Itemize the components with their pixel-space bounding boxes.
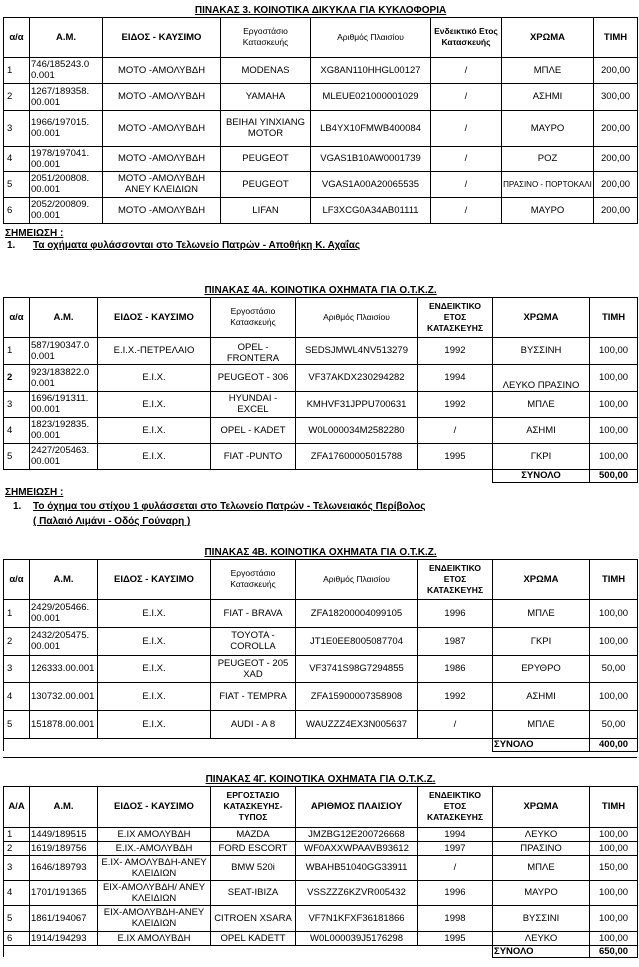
cell-color: ΜΠΛΕ: [493, 391, 590, 417]
cell-price: 100,00: [590, 827, 638, 841]
cell-price: 200,00: [594, 197, 638, 223]
cell-price: 100,00: [590, 443, 638, 469]
cell-price: 100,00: [590, 417, 638, 443]
cell-index: 2: [4, 627, 30, 655]
cell-maker: PEUGEOT: [221, 171, 311, 197]
cell-color: ΑΣΗΜΙ: [502, 83, 594, 110]
header-cell: Αριθμός Πλαισίου: [296, 297, 418, 337]
cell-index: 4: [4, 682, 30, 710]
sum-value: 400,00: [590, 738, 638, 751]
cell-type: ΜΟΤΟ -ΑΜΟΛΥΒΔΗ: [103, 110, 221, 146]
cell-type: ΜΟΤΟ -ΑΜΟΛΥΒΔΗ: [103, 83, 221, 110]
cell-index: 6: [4, 197, 30, 223]
table-row: [4, 627, 638, 655]
header-cell: ΧΡΩΜΑ: [493, 297, 590, 337]
header-cell: ΕΙΔΟΣ - ΚΑΥΣΙΜΟ: [103, 17, 221, 57]
cell-color: ΡΟΖ: [502, 146, 594, 171]
table-row: [4, 599, 638, 627]
cell-chassis: WBAHB51040GG33911: [296, 855, 418, 880]
cell-chassis: VF37AKDX230294282: [296, 364, 418, 391]
cell-am: 1966/197015. 00.001: [30, 110, 103, 146]
sum-row: [4, 738, 638, 751]
cell-color: ΠΡΑΣΙΝΟ: [493, 841, 590, 855]
cell-chassis: VF3741S98G7294855: [296, 655, 418, 682]
cell-index: 6: [4, 931, 30, 945]
cell-maker: SEAT-IBIZA: [211, 880, 296, 905]
cell-type: Ε.Ι.Χ.: [98, 655, 211, 682]
cell-am: 2051/200808. 00.001: [30, 171, 103, 197]
cell-index: 2: [4, 841, 30, 855]
table-row: [4, 655, 638, 682]
cell-am: 1701/191365: [30, 880, 98, 905]
cell-am: 1914/194293: [30, 931, 98, 945]
cell-am: 1449/189515: [30, 827, 98, 841]
cell-price: 150,00: [590, 855, 638, 880]
cell-chassis: KMHVF31JPPU700631: [296, 391, 418, 417]
cell-price: 200,00: [594, 171, 638, 197]
cell-chassis: VF7N1KFXF36181866: [296, 905, 418, 931]
cell-chassis: JT1E0EE8005087704: [296, 627, 418, 655]
cell-color: ΜΠΛΕ: [493, 855, 590, 880]
header-cell: ΕΡΓΟΣΤΑΣΙΟ ΚΑΤΑΣΚΕΥΗΣ- ΤΥΠΟΣ: [211, 786, 296, 827]
header-cell: ΤΙΜΗ: [590, 786, 638, 827]
cell-year: 1996: [418, 880, 493, 905]
cell-am: 2429/205466. 00.001: [30, 599, 98, 627]
table-3: [3, 4, 638, 224]
cell-year: /: [431, 83, 502, 110]
cell-color: ΜΑΥΡΟ: [502, 197, 594, 223]
cell-maker: OPEL - KADET: [211, 417, 296, 443]
cell-color: ΛΕΥΚΟ ΠΡΑΣΙΝΟ: [493, 364, 590, 391]
cell-type: Ε.Ι.Χ.: [98, 417, 211, 443]
cell-index: 5: [4, 905, 30, 931]
header-cell: Α.Μ.: [30, 559, 98, 599]
cell-am: 746/185243.0 0.001: [30, 57, 103, 83]
table-row: [4, 682, 638, 710]
cell-chassis: VSSZZZ6KZVR005432: [296, 880, 418, 905]
header-cell: ΤΙΜΗ: [590, 559, 638, 599]
cell-year: /: [418, 710, 493, 738]
cell-chassis: XG8AN110HHGL00127: [311, 57, 431, 83]
cell-chassis: LB4YX10FMWB400084: [311, 110, 431, 146]
cell-maker: OPEL - FRONTERA: [211, 337, 296, 364]
cell-price: 300,00: [594, 83, 638, 110]
cell-am: 151878.00.001: [30, 710, 98, 738]
cell-price: 100,00: [590, 905, 638, 931]
table-row: [4, 855, 638, 880]
cell-type: Ε.Ι.Χ.: [98, 391, 211, 417]
cell-type: Ε.ΙΧ ΑΜΟΛΥΒΔΗ: [98, 931, 211, 945]
cell-price: 100,00: [590, 682, 638, 710]
cell-index: 3: [4, 110, 30, 146]
cell-price: 100,00: [590, 627, 638, 655]
table-row: [4, 146, 638, 171]
cell-color: ΓΚΡΙ: [493, 443, 590, 469]
table-title: ΠΙΝΑΚΑΣ 3. ΚΟΙΝΟΤΙΚΑ ΔΙΚΥΚΛΑ ΓΙΑ ΚΥΚΛΟΦΟΡΙΑ: [4, 4, 638, 17]
sum-label: ΣΥΝΟΛΟ: [493, 469, 590, 482]
cell-index: 3: [4, 655, 30, 682]
table-row: [4, 391, 638, 417]
cell-year: 1992: [418, 337, 493, 364]
cell-type: Ε.Ι.Χ.: [98, 443, 211, 469]
cell-year: 1995: [418, 931, 493, 945]
cell-index: 1: [4, 57, 30, 83]
cell-maker: TOYOTA - COROLLA: [211, 627, 296, 655]
table-row: [4, 83, 638, 110]
table-4g-block: [0, 773, 638, 958]
cell-type: ΜΟΤΟ -ΑΜΟΛΥΒΔΗ: [103, 146, 221, 171]
cell-color: ΑΣΗΜΙ: [493, 417, 590, 443]
cell-chassis: LF3XCG0A34AB01111: [311, 197, 431, 223]
cell-price: 100,00: [590, 364, 638, 391]
cell-am: 587/190347.0 0.001: [30, 337, 98, 364]
cell-index: 4: [4, 880, 30, 905]
cell-chassis: MLEUE021000001029: [311, 83, 431, 110]
cell-color: ΒΥΣΣΙΝΗ: [493, 337, 590, 364]
table-header-row: [4, 17, 638, 57]
cell-chassis: WF0AXXWPAAVB93612: [296, 841, 418, 855]
table-4a-block: [0, 284, 638, 483]
header-cell: ΧΡΩΜΑ: [493, 786, 590, 827]
cell-type: ΕΙΧ-ΑΜΟΛΥΒΔΗ/ ΑΝΕΥ ΚΛΕΙΔΙΩΝ: [98, 880, 211, 905]
cell-price: 200,00: [594, 146, 638, 171]
cell-year: /: [418, 417, 493, 443]
table-title: ΠΙΝΑΚΑΣ 4Β. ΚΟΙΝΟΤΙΚΑ ΟΧΗΜΑΤΑ ΓΙΑ Ο.Τ.Κ.Ζ.: [4, 546, 638, 559]
header-cell: α/α: [4, 559, 30, 599]
cell-type: Ε.ΙΧ ΑΜΟΛΥΒΔΗ: [98, 827, 211, 841]
cell-year: 1994: [418, 364, 493, 391]
header-cell: ΕΝΔΕΙΚΤΙΚΟ ΕΤΟΣ ΚΑΤΑΣΚΕΥΗΣ: [418, 786, 493, 827]
table-row: [4, 880, 638, 905]
cell-year: /: [431, 57, 502, 83]
cell-am: 130732.00.001: [30, 682, 98, 710]
cell-index: 2: [4, 364, 30, 391]
cell-am: 1267/189358. 00.001: [30, 83, 103, 110]
header-cell: ΤΙΜΗ: [594, 17, 638, 57]
cell-maker: YAMAHA: [221, 83, 311, 110]
cell-index: 4: [4, 417, 30, 443]
header-cell: Αριθμός Πλαισίου: [296, 559, 418, 599]
cell-chassis: ZFA18200004099105: [296, 599, 418, 627]
cell-color: ΜΑΥΡΟ: [502, 110, 594, 146]
table-row: [4, 171, 638, 197]
cell-index: 1: [4, 337, 30, 364]
cell-index: 3: [4, 855, 30, 880]
sum-value: 500,00: [590, 469, 638, 482]
table-header-row: [4, 786, 638, 827]
cell-am: 1861/194067: [30, 905, 98, 931]
header-cell: ΕΙΔΟΣ - ΚΑΥΣΙΜΟ: [98, 786, 211, 827]
cell-maker: OPEL KADETT: [211, 931, 296, 945]
table-row: [4, 905, 638, 931]
cell-color: ΛΕΥΚΟ: [493, 827, 590, 841]
header-cell: ΕΙΔΟΣ - ΚΑΥΣΙΜΟ: [98, 297, 211, 337]
table-row: [4, 110, 638, 146]
cell-maker: HYUNDAI - EXCEL: [211, 391, 296, 417]
table-row: [4, 710, 638, 738]
cell-maker: CITROEN XSARA: [211, 905, 296, 931]
cell-chassis: ZFA17600005015788: [296, 443, 418, 469]
header-cell: α/α: [4, 297, 30, 337]
note-text-2: ( Παλαιό Λιμάνι - Οδός Γούναρη ): [33, 516, 191, 527]
cell-maker: FIAT - BRAVA: [211, 599, 296, 627]
cell-index: 5: [4, 710, 30, 738]
cell-year: 1994: [418, 827, 493, 841]
cell-maker: MAZDA: [211, 827, 296, 841]
header-cell: ΧΡΩΜΑ: [502, 17, 594, 57]
cell-am: 1619/189756: [30, 841, 98, 855]
note-number: 1.: [13, 501, 22, 512]
cell-index: 4: [4, 146, 30, 171]
cell-color: ΠΡΑΣΙΝΟ - ΠΟΡΤΟΚΑΛΙ: [502, 171, 594, 197]
table-row: [4, 364, 638, 391]
cell-chassis: W0L000039J5176298: [296, 931, 418, 945]
sum-row: [4, 945, 638, 957]
cell-price: 100,00: [590, 931, 638, 945]
cell-am: 2432/205475. 00.001: [30, 627, 98, 655]
table-row: [4, 931, 638, 945]
header-cell: ΑΡΙΘΜΟΣ ΠΛΑΙΣΙΟΥ: [296, 786, 418, 827]
cell-type: ΜΟΤΟ -ΑΜΟΛΥΒΔΗ ΑΝΕΥ ΚΛΕΙΔΙΩΝ: [103, 171, 221, 197]
cell-price: 100,00: [590, 880, 638, 905]
cell-price: 200,00: [594, 110, 638, 146]
cell-year: 1995: [418, 443, 493, 469]
note-text: Τα οχήματα φυλάσσονται στο Τελωνείο Πατρών - Αποθήκη Κ. Αχαΐας: [33, 240, 361, 251]
table-title: ΠΙΝΑΚΑΣ 4Α. ΚΟΙΝΟΤΙΚΑ ΟΧΗΜΑΤΑ ΓΙΑ Ο.Τ.Κ.Ζ.: [4, 284, 638, 297]
table-header-row: [4, 297, 638, 337]
cell-maker: PEUGEOT - 306: [211, 364, 296, 391]
table-4g: [3, 773, 638, 958]
cell-index: 1: [4, 827, 30, 841]
cell-type: Ε.Ι.Χ.: [98, 682, 211, 710]
cell-year: 1992: [418, 391, 493, 417]
cell-year: /: [431, 110, 502, 146]
header-cell: Εργοστάσιο Κατασκευής: [211, 297, 296, 337]
cell-index: 1: [4, 599, 30, 627]
table-4b: [3, 546, 638, 752]
cell-index: 5: [4, 171, 30, 197]
header-cell: Α.Μ.: [30, 786, 98, 827]
cell-year: /: [431, 171, 502, 197]
cell-am: 2052/200809. 00.001: [30, 197, 103, 223]
cell-type: Ε.Ι.Χ.: [98, 364, 211, 391]
cell-year: 1986: [418, 655, 493, 682]
cell-color: ΕΡΥΘΡΟ: [493, 655, 590, 682]
cell-type: Ε.Ι.Χ.: [98, 599, 211, 627]
table-row: [4, 841, 638, 855]
cell-price: 50,00: [590, 655, 638, 682]
header-cell: Ενδεικτικό Ετος Κατασκευής: [431, 17, 502, 57]
cell-am: 1646/189793: [30, 855, 98, 880]
header-cell: Α.Μ.: [30, 297, 98, 337]
cell-color: ΒΥΣΣΙΝΙ: [493, 905, 590, 931]
cell-color: ΓΚΡΙ: [493, 627, 590, 655]
cell-maker: PEUGEOT: [221, 146, 311, 171]
cell-year: /: [431, 197, 502, 223]
header-cell: Α.Μ.: [30, 17, 103, 57]
cell-maker: AUDI - A 8: [211, 710, 296, 738]
cell-maker: FIAT -PUNTO: [211, 443, 296, 469]
header-cell: Εργοστάσιο Κατασκευής: [211, 559, 296, 599]
header-cell: Α/Α: [4, 786, 30, 827]
cell-maker: PEUGEOT - 205 XAD: [211, 655, 296, 682]
cell-price: 50,00: [590, 710, 638, 738]
sum-value: 650,00: [590, 945, 638, 957]
table-header-row: [4, 559, 638, 599]
table-row: [4, 827, 638, 841]
header-cell: ΕΝΔΕΙΚΤΙΚΟ ΕΤΟΣ ΚΑΤΑΣΚΕΥΗΣ: [418, 559, 493, 599]
table-row: [4, 443, 638, 469]
header-cell: ΕΙΔΟΣ - ΚΑΥΣΙΜΟ: [98, 559, 211, 599]
cell-year: 1997: [418, 841, 493, 855]
header-cell: α/α: [4, 17, 30, 57]
cell-am: 2427/205463. 00.001: [30, 443, 98, 469]
table-4b-block: [0, 546, 638, 752]
note-number: 1.: [7, 240, 16, 251]
cell-maker: MODENAS: [221, 57, 311, 83]
table-row: [4, 417, 638, 443]
cell-am: 1696/191311. 00.001: [30, 391, 98, 417]
cell-index: 3: [4, 391, 30, 417]
cell-index: 2: [4, 83, 30, 110]
cell-type: ΜΟΤΟ -ΑΜΟΛΥΒΔΗ: [103, 57, 221, 83]
table-title: ΠΙΝΑΚΑΣ 4Γ. ΚΟΙΝΟΤΙΚΑ ΟΧΗΜΑΤΑ ΓΙΑ Ο.Τ.Κ.Ζ.: [4, 773, 638, 786]
cell-price: 200,00: [594, 57, 638, 83]
cell-maker: BEIHAI YINXIANG MOTOR: [221, 110, 311, 146]
cell-year: 1996: [418, 599, 493, 627]
cell-type: Ε.Ι.Χ.: [98, 710, 211, 738]
cell-type: ΕΙΧ-ΑΜΟΛΥΒΔΗ-ΑΝΕΥ ΚΛΕΙΔΙΩΝ: [98, 905, 211, 931]
cell-chassis: ZFA15900007358908: [296, 682, 418, 710]
table-row: [4, 197, 638, 223]
cell-year: 1992: [418, 682, 493, 710]
cell-color: ΜΠΛΕ: [502, 57, 594, 83]
cell-maker: FORD ESCORT: [211, 841, 296, 855]
header-cell: ΤΙΜΗ: [590, 297, 638, 337]
divider: [3, 757, 637, 758]
header-cell: ΧΡΩΜΑ: [493, 559, 590, 599]
header-cell: Εργοστάσιο Κατασκευής: [221, 17, 311, 57]
cell-color: ΜΑΥΡΟ: [493, 880, 590, 905]
note-label: ΣΗΜΕΙΩΣΗ :: [5, 487, 64, 498]
sum-label: ΣΥΝΟΛΟ: [493, 738, 590, 751]
cell-chassis: JMZBG12E200726668: [296, 827, 418, 841]
cell-type: Ε.ΙΧ- ΑΜΟΛΥΒΔΗ-ΑΝΕΥ ΚΛΕΙΔΙΩΝ: [98, 855, 211, 880]
cell-year: /: [431, 146, 502, 171]
cell-chassis: SEDSJMWL4NV513279: [296, 337, 418, 364]
cell-year: 1998: [418, 905, 493, 931]
cell-year: 1987: [418, 627, 493, 655]
cell-am: 1823/192835. 00.001: [30, 417, 98, 443]
cell-type: Ε.ΙΧ.-ΑΜΟΛΥΒΔΗ: [98, 841, 211, 855]
cell-color: ΑΣΗΜΙ: [493, 682, 590, 710]
table-3-block: [0, 4, 638, 224]
cell-color: ΜΠΛΕ: [493, 710, 590, 738]
sum-label: ΣΥΝΟΛΟ: [493, 945, 590, 957]
cell-type: Ε.Ι.Χ.: [98, 627, 211, 655]
sum-row: [4, 469, 638, 482]
header-cell: ΕΝΔΕΙΚΤΙΚΟ ΕΤΟΣ ΚΑΤΑΣΚΕΥΗΣ: [418, 297, 493, 337]
note-text: Το όχημα του στίχου 1 φυλάσσεται στο Τελωνείο Πατρών - Τελωνειακός Περίβολος: [33, 501, 426, 512]
cell-index: 5: [4, 443, 30, 469]
cell-type: ΜΟΤΟ -ΑΜΟΛΥΒΔΗ: [103, 197, 221, 223]
table-row: [4, 57, 638, 83]
cell-am: 923/183822.0 0.001: [30, 364, 98, 391]
cell-price: 100,00: [590, 841, 638, 855]
cell-chassis: WAUZZZ4EX3N005637: [296, 710, 418, 738]
cell-maker: FIAT - TEMPRA: [211, 682, 296, 710]
cell-chassis: W0L000034M2582280: [296, 417, 418, 443]
cell-price: 100,00: [590, 599, 638, 627]
note-label: ΣΗΜΕΙΩΣΗ :: [5, 228, 64, 239]
cell-maker: LIFAN: [221, 197, 311, 223]
cell-color: ΛΕΥΚΟ: [493, 931, 590, 945]
cell-year: /: [418, 855, 493, 880]
cell-chassis: VGAS1A00A20065535: [311, 171, 431, 197]
cell-am: 126333.00.001: [30, 655, 98, 682]
cell-price: 100,00: [590, 337, 638, 364]
cell-am: 1978/197041. 00.001: [30, 146, 103, 171]
table-row: [4, 337, 638, 364]
cell-color: ΜΠΛΕ: [493, 599, 590, 627]
cell-chassis: VGAS1B10AW0001739: [311, 146, 431, 171]
table-4a: [3, 284, 638, 483]
header-cell: Αριθμός Πλαισίου: [311, 17, 431, 57]
cell-maker: BMW 520i: [211, 855, 296, 880]
cell-type: Ε.Ι.Χ.-ΠΕΤΡΕΛΑΙΟ: [98, 337, 211, 364]
cell-price: 100,00: [590, 391, 638, 417]
